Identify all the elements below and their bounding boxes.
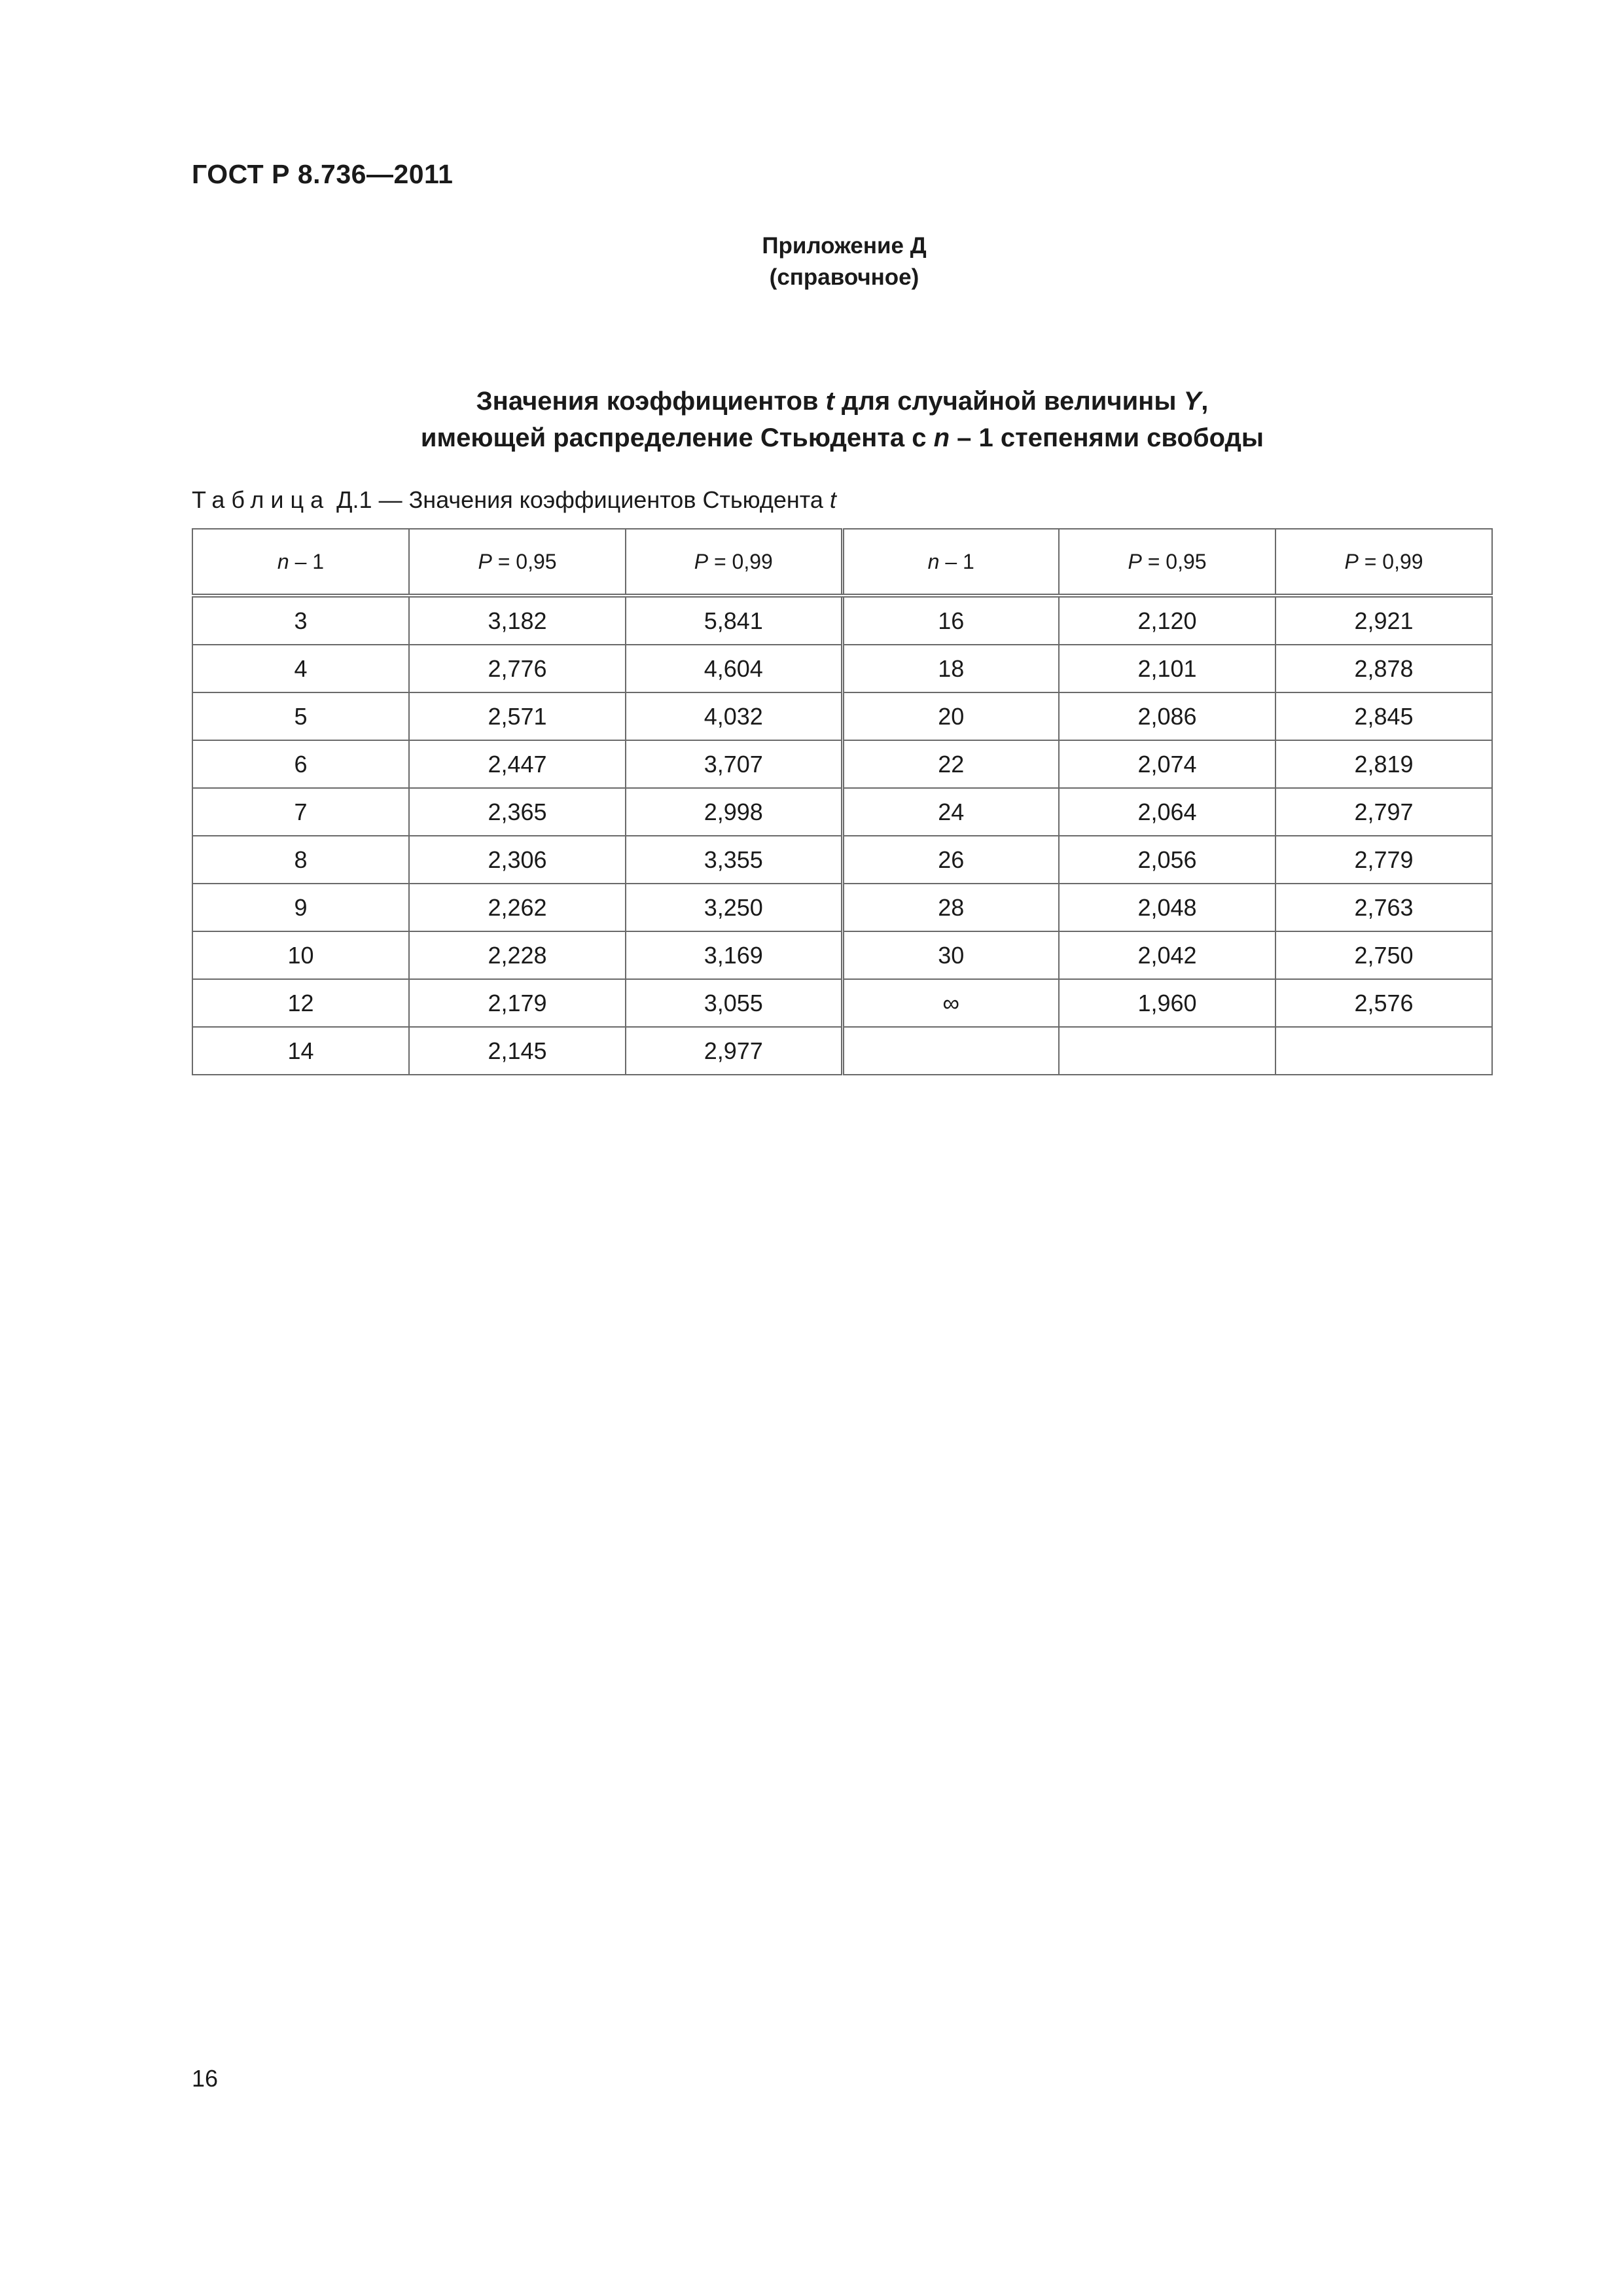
table-cell: 22 xyxy=(842,740,1059,788)
document-code: ГОСТ Р 8.736—2011 xyxy=(192,159,454,189)
table-cell xyxy=(1275,1027,1492,1075)
table-row xyxy=(192,788,1492,836)
section-title-line-2: имеющей распределение Стьюдента с n – 1 степенями свободы xyxy=(420,423,1264,452)
table-cell: 3,182 xyxy=(409,596,626,645)
table-cell xyxy=(1059,1027,1275,1075)
header-p-095: P = 0,95 xyxy=(409,529,626,596)
appendix-label: Приложение Д xyxy=(762,233,927,259)
table-cell: 2,048 xyxy=(1059,884,1275,931)
table-cell: 18 xyxy=(842,645,1059,692)
table-cell: 3,250 xyxy=(626,884,842,931)
table-cell: 2,074 xyxy=(1059,740,1275,788)
header-n-minus-1: n – 1 xyxy=(192,529,409,596)
table-cell: 2,998 xyxy=(626,788,842,836)
table-cell: 4,604 xyxy=(626,645,842,692)
table-cell: 3,707 xyxy=(626,740,842,788)
table-header-row xyxy=(192,529,1492,596)
table-cell: 26 xyxy=(842,836,1059,884)
table-cell: 24 xyxy=(842,788,1059,836)
table-row xyxy=(192,1027,1492,1075)
table-caption-prefix: Таблица xyxy=(192,486,330,513)
table-row xyxy=(192,596,1492,645)
section-title xyxy=(192,383,1493,456)
table-cell: 3,055 xyxy=(626,979,842,1027)
table-cell: 2,365 xyxy=(409,788,626,836)
table-row xyxy=(192,740,1492,788)
table-cell: 2,571 xyxy=(409,692,626,740)
table-cell: 20 xyxy=(842,692,1059,740)
table-cell: 2,306 xyxy=(409,836,626,884)
table-cell xyxy=(842,1027,1059,1075)
table-cell: 8 xyxy=(192,836,409,884)
table-cell: 2,447 xyxy=(409,740,626,788)
infinity-cell: ∞ xyxy=(842,979,1059,1027)
table-cell: 1,960 xyxy=(1059,979,1275,1027)
table-cell: 2,576 xyxy=(1275,979,1492,1027)
table-cell: 4,032 xyxy=(626,692,842,740)
table-cell: 12 xyxy=(192,979,409,1027)
table-cell: 2,878 xyxy=(1275,645,1492,692)
table-cell: 2,086 xyxy=(1059,692,1275,740)
table-row xyxy=(192,884,1492,931)
table-cell: 2,120 xyxy=(1059,596,1275,645)
student-coefficients-table xyxy=(192,528,1493,1075)
table-caption: Таблица Д.1 — Значения коэффициентов Стьюдента t xyxy=(192,486,836,513)
table-cell: 2,228 xyxy=(409,931,626,979)
appendix-heading xyxy=(0,230,1623,293)
table-row xyxy=(192,931,1492,979)
page-number: 16 xyxy=(192,2065,219,2092)
table-cell: 10 xyxy=(192,931,409,979)
table-cell: 2,797 xyxy=(1275,788,1492,836)
table-cell: 7 xyxy=(192,788,409,836)
table-row xyxy=(192,645,1492,692)
table-cell: 2,056 xyxy=(1059,836,1275,884)
table-cell: 5,841 xyxy=(626,596,842,645)
table-cell: 6 xyxy=(192,740,409,788)
table-cell: 2,101 xyxy=(1059,645,1275,692)
table-cell: 2,042 xyxy=(1059,931,1275,979)
table-cell: 2,763 xyxy=(1275,884,1492,931)
header-p-099: P = 0,99 xyxy=(626,529,842,596)
table-cell: 2,064 xyxy=(1059,788,1275,836)
table-cell: 2,179 xyxy=(409,979,626,1027)
table-cell: 4 xyxy=(192,645,409,692)
table-cell: 2,921 xyxy=(1275,596,1492,645)
table-row xyxy=(192,692,1492,740)
table-cell: 14 xyxy=(192,1027,409,1075)
table-cell: 3,355 xyxy=(626,836,842,884)
table-cell: 2,776 xyxy=(409,645,626,692)
table-cell: 30 xyxy=(842,931,1059,979)
table-cell: 2,779 xyxy=(1275,836,1492,884)
table-cell: 2,750 xyxy=(1275,931,1492,979)
table-cell: 2,819 xyxy=(1275,740,1492,788)
appendix-status: (справочное) xyxy=(769,264,919,290)
header-n-minus-1-right: n – 1 xyxy=(842,529,1059,596)
table-cell: 2,977 xyxy=(626,1027,842,1075)
header-p-099-right: P = 0,99 xyxy=(1275,529,1492,596)
header-p-095-right: P = 0,95 xyxy=(1059,529,1275,596)
table-cell: 2,845 xyxy=(1275,692,1492,740)
table-row xyxy=(192,836,1492,884)
table-cell: 28 xyxy=(842,884,1059,931)
table-cell: 3 xyxy=(192,596,409,645)
section-title-line-1: Значения коэффициентов t для случайной величины Y, xyxy=(476,387,1209,416)
table-row xyxy=(192,979,1492,1027)
table-cell: 16 xyxy=(842,596,1059,645)
table-cell: 5 xyxy=(192,692,409,740)
table-cell: 3,169 xyxy=(626,931,842,979)
table-cell: 9 xyxy=(192,884,409,931)
table-cell: 2,145 xyxy=(409,1027,626,1075)
table-cell: 2,262 xyxy=(409,884,626,931)
